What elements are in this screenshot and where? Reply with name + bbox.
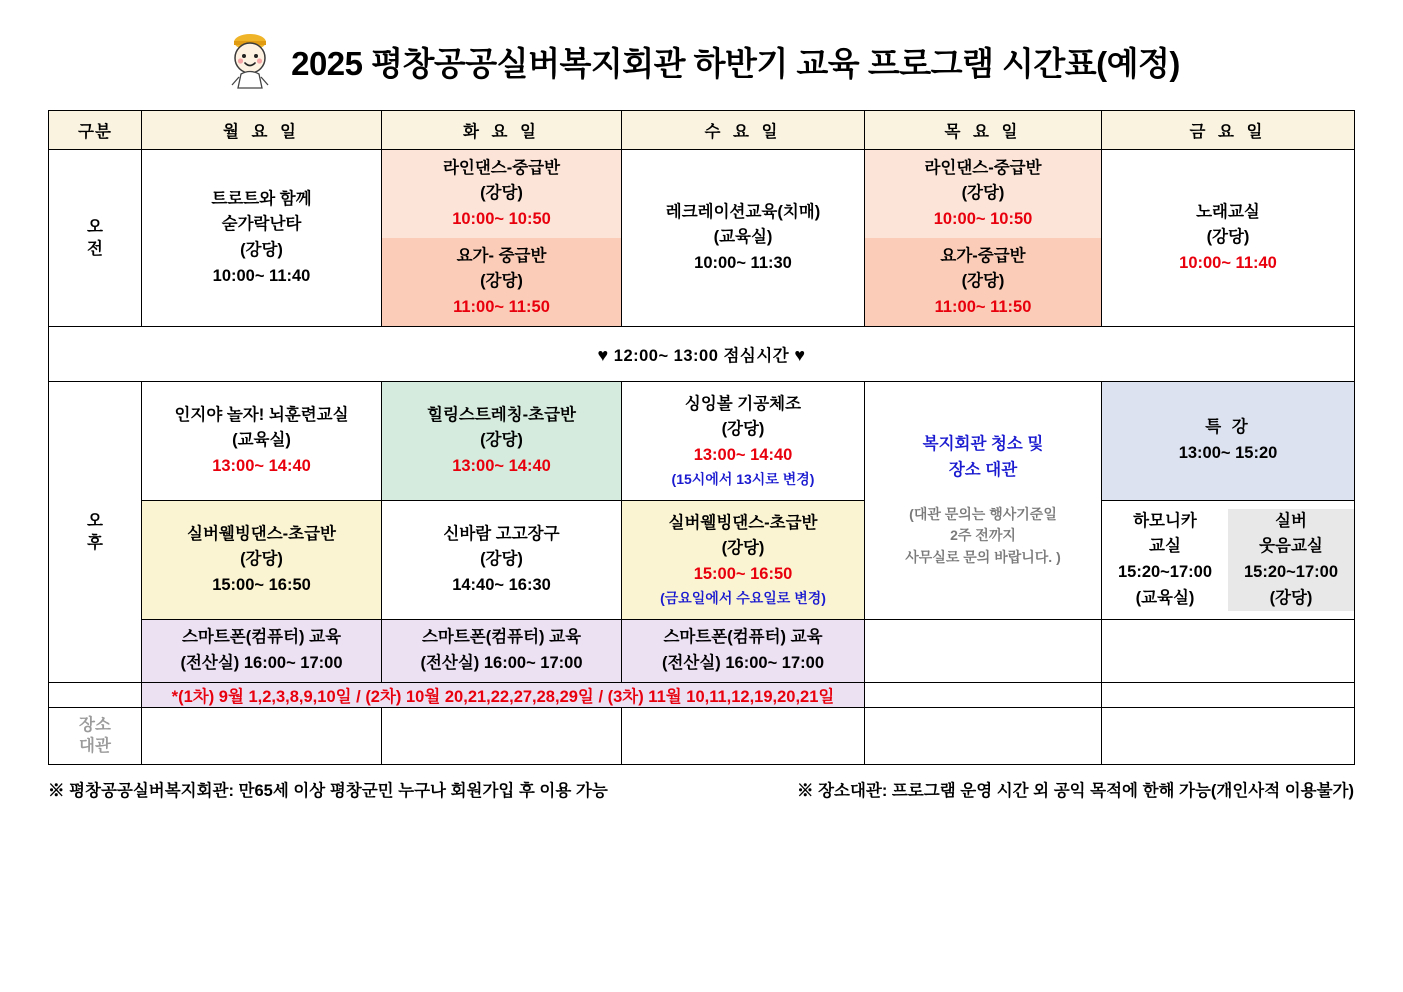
wed-smartphone-name: 스마트폰(컴퓨터) 교육 [663, 628, 823, 647]
tue-smartphone-name: 스마트폰(컴퓨터) 교육 [421, 628, 582, 647]
thu-morning-top-time: 10:00~ 10:50 [933, 209, 1033, 228]
cell-fri-laughter [1228, 509, 1354, 611]
row-label-place-rental [49, 708, 142, 765]
column-header-friday: 금 요 일 [1102, 111, 1355, 150]
mon-smartphone-name: 스마트폰(컴퓨터) 교육 [181, 628, 342, 647]
column-header-monday: 월 요 일 [142, 111, 382, 150]
thu-aft-name2: 장소 대관 [948, 460, 1018, 479]
fri-laughter-time: 15:20~17:00 [1243, 563, 1339, 581]
wed-morning-name: 레크레이션교육(치매) [665, 202, 821, 221]
tue-morning-top-time: 10:00~ 10:50 [452, 209, 551, 228]
fri-harmonica-time: 15:20~17:00 [1117, 563, 1213, 581]
note-row-fri-empty [1102, 683, 1355, 708]
fri-laughter-place: (강당) [1269, 588, 1313, 607]
footnote-membership: ※ 평창공공실버복지회관: 만65세 이상 평창군민 누구나 회원가입 후 이용 가능 [48, 782, 608, 800]
page-header [48, 0, 1355, 110]
mon-aft-top-place: (교육실) [232, 431, 291, 450]
heart-icon-left: ♥ [597, 345, 609, 365]
row-label-place-rental-line2: 대관 [79, 737, 111, 755]
wed-aft-mid-name: 실버웰빙댄스-초급반 [668, 513, 818, 532]
tue-aft-top-place: (강당) [480, 431, 523, 450]
wed-aft-mid-place: (강당) [721, 539, 765, 558]
cell-tue-afternoon-mid [382, 501, 622, 620]
mon-morning-place: (강당) [240, 241, 283, 259]
thu-aft-spacer [865, 484, 1101, 504]
wed-aft-top-note: (15시에서 13시로 변경) [671, 470, 815, 487]
column-header-tuesday: 화 요 일 [382, 111, 622, 150]
wed-smartphone-place-time: (전산실) 16:00~ 17:00 [661, 654, 824, 672]
place-rental-thu [865, 708, 1102, 765]
row-label-place-rental-line1: 장소 [79, 715, 111, 734]
cell-fri-afternoon-bottom-split [1102, 501, 1355, 620]
lunch-text: 12:00~ 13:00 점심시간 [613, 347, 790, 365]
row-label-afternoon-char2: 후 [87, 534, 103, 552]
cell-wed-afternoon-mid [622, 501, 865, 620]
wed-aft-mid-time: 15:00~ 16:50 [693, 564, 793, 583]
row-label-morning-char1: 오 [87, 217, 103, 236]
cell-fri-harmonica [1102, 509, 1228, 611]
afternoon-row-2 [49, 501, 1355, 620]
fri-morning-time: 10:00~ 11:40 [1179, 253, 1277, 272]
cell-fri-afternoon-top [1102, 382, 1355, 501]
cell-tue-morning-top [382, 150, 621, 238]
mon-aft-mid-name: 실버웰빙댄스-초급반 [187, 524, 336, 543]
footnotes [48, 777, 1354, 801]
footnote-place-rental: ※ 장소대관: 프로그램 운영 시간 외 공익 목적에 한해 가능(개인사적 이용불가) [797, 782, 1354, 800]
fri-harmonica-name: 하모니카 [1133, 511, 1197, 530]
fri-laughter-name: 실버 [1275, 511, 1307, 530]
cell-tue-afternoon-top [382, 382, 622, 501]
tue-aft-mid-name: 신바람 고고장구 [443, 524, 560, 543]
cell-tue-morning-bottom [382, 238, 621, 326]
place-rental-wed [622, 708, 865, 765]
thu-aft-note1: (대관 문의는 행사기준일 [909, 505, 1057, 522]
tue-aft-mid-place: (강당) [480, 550, 523, 569]
fri-morning-name: 노래교실 [1196, 202, 1260, 221]
row-label-afternoon [49, 382, 142, 683]
fri-aft-top-name: 특 강 [1205, 418, 1251, 437]
column-header-wednesday: 수 요 일 [622, 111, 865, 150]
cell-thu-morning-top [865, 150, 1101, 238]
thu-morning-bottom-place: (강당) [961, 272, 1005, 291]
tue-smartphone-place-time: (전산실) 16:00~ 17:00 [420, 654, 583, 672]
cell-thu-afternoon [865, 382, 1102, 620]
note-row-label-empty [49, 683, 142, 708]
mon-morning-name: 트로트와 함께 [211, 189, 312, 208]
page-title: 2025 평창공공실버복지회관 하반기 교육 프로그램 시간표(예정) [291, 44, 1180, 82]
fri-laughter-name2: 웃음교실 [1259, 537, 1323, 556]
mon-aft-top-name: 인지야 놀자! 뇌훈련교실 [174, 405, 349, 424]
cell-thu-smartphone-empty [865, 620, 1102, 683]
row-label-morning [49, 150, 142, 327]
tue-morning-top-place: (강당) [480, 184, 523, 203]
fri-harmonica-name2: 교실 [1149, 537, 1181, 556]
cell-tue-smartphone [382, 620, 622, 683]
cell-fri-smartphone-empty [1102, 620, 1355, 683]
smartphone-session-note: *(1차) 9월 1,2,3,8,9,10일 / (2차) 10월 20,21,22,27,28,29일 / (3차) 11월 10,11,12,19,20,21일 [142, 683, 865, 708]
place-rental-fri [1102, 708, 1355, 765]
mon-aft-top-time: 13:00~ 14:40 [212, 456, 311, 475]
schedule-table [48, 110, 1355, 765]
cell-wed-morning [622, 150, 865, 327]
tue-morning-bottom-name: 요가- 중급반 [456, 246, 547, 265]
lunch-banner [49, 327, 1355, 382]
cell-mon-afternoon-top [142, 382, 382, 501]
place-rental-mon [142, 708, 382, 765]
thu-morning-top-name: 라인댄스-중급반 [924, 158, 1042, 177]
tue-morning-top-name: 라인댄스-중급반 [442, 158, 561, 177]
thu-morning-bottom-time: 11:00~ 11:50 [934, 297, 1032, 316]
column-header-thursday: 목 요 일 [865, 111, 1102, 150]
cell-thu-morning-split [865, 150, 1102, 327]
thu-aft-note3: 사무실로 문의 바랍니다. ) [905, 548, 1061, 565]
mon-smartphone-place-time: (전산실) 16:00~ 17:00 [180, 654, 343, 672]
tue-aft-mid-time: 14:40~ 16:30 [452, 575, 551, 594]
afternoon-row-1 [49, 382, 1355, 501]
fri-aft-top-time: 13:00~ 15:20 [1178, 444, 1278, 462]
wed-morning-time: 10:00~ 11:30 [694, 253, 792, 272]
row-label-afternoon-char1: 오 [87, 511, 103, 530]
mon-morning-time: 10:00~ 11:40 [212, 266, 311, 285]
tue-morning-bottom-time: 11:00~ 11:50 [453, 297, 550, 316]
mon-aft-mid-time: 15:00~ 16:50 [212, 575, 311, 594]
wed-aft-top-name: 싱잉볼 기공체조 [684, 394, 802, 413]
thu-aft-note2: 2주 전까지 [950, 527, 1016, 544]
heart-icon-right: ♥ [794, 345, 806, 365]
cell-mon-morning [142, 150, 382, 327]
cell-tue-morning-split [382, 150, 622, 327]
column-header-gubun: 구분 [49, 111, 142, 150]
wed-aft-top-time: 13:00~ 14:40 [693, 445, 793, 464]
table-header-row [49, 111, 1355, 150]
smartphone-note-row [49, 683, 1355, 708]
wed-aft-top-place: (강당) [721, 420, 765, 439]
note-row-thu-empty [865, 683, 1102, 708]
row-label-morning-char2: 전 [87, 240, 103, 258]
cell-wed-afternoon-top [622, 382, 865, 501]
thu-morning-bottom-name: 요가-중급반 [940, 246, 1026, 265]
fri-morning-place: (강당) [1206, 228, 1250, 247]
morning-row [49, 150, 1355, 327]
cell-thu-morning-bottom [865, 238, 1101, 326]
place-rental-row [49, 708, 1355, 765]
mon-aft-mid-place: (강당) [240, 550, 283, 569]
thu-aft-name: 복지회관 청소 및 [922, 435, 1044, 454]
mon-morning-name2: 숟가락난타 [221, 215, 302, 234]
tue-morning-bottom-place: (강당) [480, 272, 523, 291]
mascot-character-icon [223, 30, 277, 92]
lunch-row [49, 327, 1355, 382]
cell-mon-smartphone [142, 620, 382, 683]
cell-fri-morning [1102, 150, 1355, 327]
cell-wed-smartphone [622, 620, 865, 683]
fri-harmonica-place: (교육실) [1135, 588, 1195, 607]
thu-morning-top-place: (강당) [961, 184, 1005, 203]
tue-aft-top-time: 13:00~ 14:40 [452, 456, 551, 475]
cell-mon-afternoon-mid [142, 501, 382, 620]
wed-aft-mid-note: (금요일에서 수요일로 변경) [660, 589, 826, 606]
tue-aft-top-name: 힐링스트레칭-초급반 [427, 405, 576, 424]
afternoon-row-3 [49, 620, 1355, 683]
place-rental-tue [382, 708, 622, 765]
wed-morning-place: (교육실) [713, 228, 773, 247]
